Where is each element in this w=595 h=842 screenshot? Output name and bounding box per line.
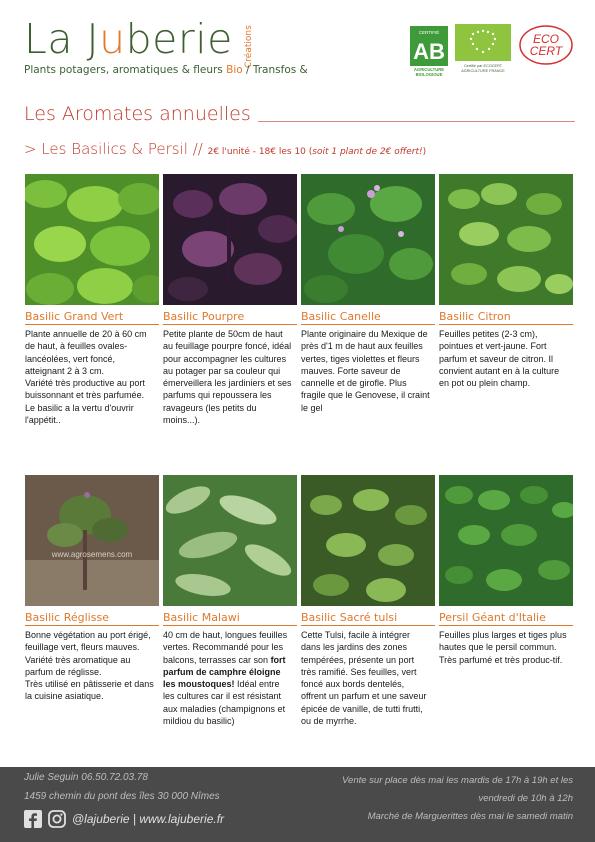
- tagline-bio: Bio: [226, 64, 243, 76]
- brand-part3: berie: [125, 15, 233, 63]
- ab-cert-sub1: AGRICULTURE: [413, 67, 445, 72]
- plant-desc-5-p3: Très utilisé en pâtisserie et dans la cuisine asiatique.: [25, 679, 154, 702]
- photo-basilic-canelle: [301, 174, 435, 305]
- plant-desc-6-after: Idéal entre les cultures car il est résistant aux maladies (champignons et mildiou du basilic): [163, 679, 286, 727]
- brand-tagline: [24, 64, 308, 76]
- plant-desc-8-p2: Très parfumé et très produc-tif.: [439, 654, 563, 665]
- section-divider: [258, 121, 575, 122]
- plant-name-2: Basilic Pourpre: [163, 310, 297, 325]
- facebook-icon[interactable]: [24, 810, 42, 828]
- sales-hours-line2: vendredi de 10h à 12h: [478, 793, 573, 804]
- plant-name-8: Persil Géant d'Italie: [439, 611, 573, 626]
- photo-basilic-reglisse: [25, 475, 159, 606]
- plant-desc-2: [163, 328, 293, 426]
- price-text: 2€ l'unité - 18€ les 10 (: [207, 147, 313, 157]
- tagline-part2: / Transfos &: [242, 64, 308, 76]
- photo-basilic-malawi: [163, 475, 297, 606]
- plant-name-3: Basilic Canelle: [301, 310, 435, 325]
- plant-desc-3-p1: Plante originaire du Mexique de près d'1 m de haut aux feuilles vertes, tiges violettes et fleurs mauves. Forte saveur de cannelle et de girofle. Plus fragile que le Genovese, il craint le gel: [301, 329, 430, 413]
- plant-desc-1-p1: Plante annuelle de 20 à 60 cm de haut, à feuilles ovales-lancéolées, vert foncé, atteignant 2 à 3 cm.: [25, 329, 147, 376]
- instagram-icon[interactable]: [48, 810, 66, 828]
- plant-desc-5-p2: Variété très aromatique au parfum de réglisse.: [25, 654, 131, 677]
- plant-desc-8: [439, 629, 569, 666]
- photo-basilic-sacre-tulsi: [301, 475, 435, 606]
- plant-desc-5-p1: Bonne végétation au port érigé, feuillage vert, fleurs mauves.: [25, 630, 151, 653]
- plant-name-7: Basilic Sacré tulsi: [301, 611, 435, 626]
- plant-desc-8-p1: Feuilles plus larges et tiges plus hautes que le persil commun.: [439, 630, 567, 653]
- brand-side-text: Créations: [244, 25, 254, 68]
- plant-desc-6-p1: [163, 629, 293, 727]
- ecocert-line1: ECO: [532, 32, 560, 46]
- contact-address: 1459 chemin du pont des îles 30 000 Nîmes: [24, 791, 220, 802]
- plant-name-1: Basilic Grand Vert: [25, 310, 159, 325]
- market-info: Marché de Marguerittes dès mai le samedi matin: [367, 811, 573, 822]
- plant-desc-4-p1: Feuilles petites (2-3 cm), pointues et vert-jaune. Fort parfum et saveur de citron. Il convient autant en à la culture en pot ou plein champ.: [439, 329, 560, 389]
- price-info: [208, 147, 427, 157]
- photo-basilic-citron: [439, 174, 573, 305]
- social-handle-website[interactable]: @lajuberie | www.lajuberie.fr: [72, 812, 225, 826]
- subtitle-text: > Les Basilics & Persil //: [24, 140, 203, 158]
- ecocert-badge: [518, 24, 574, 66]
- ab-cert-top: CERTIFIÉ: [418, 30, 440, 35]
- brand-part2: u: [99, 15, 126, 63]
- plant-desc-1-p2: Variété très productive au port buissonnant et très parfumée. Le basilic a la vertu d'ouvrir l'appétit..: [25, 378, 145, 426]
- section-subtitle: [24, 140, 426, 158]
- ab-certification-badge: [410, 26, 448, 76]
- plant-desc-4: [439, 328, 569, 389]
- eu-cert-text2: AGRICULTURE FRANCE: [461, 69, 505, 73]
- header: [0, 0, 595, 95]
- price-offer: soit 1 plant de 2€ offert!: [312, 147, 423, 157]
- brand-logo: [24, 14, 233, 64]
- plant-desc-2-p1: Petite plante de 50cm de haut au feuillage pourpre foncé, idéal pour accompagner les cultures au potager par sa couleur qui émerveillera les jardiniers et ses parfums qui repoussera les ravageurs (les petits du moins...).: [163, 329, 292, 426]
- eu-cert-text1: Certifié par ECOCERT: [463, 64, 503, 68]
- photo-watermark: www.agrosemens.com: [51, 550, 133, 559]
- social-links: [24, 809, 224, 829]
- photo-persil-geant: [439, 475, 573, 606]
- plant-desc-7-p1: Cette Tulsi, facile à intégrer dans les jardins des zones tempérées, présente un port très ramifié. Ses feuilles, vert foncé aux bords dentelés, offrent un parfum et une saveur épicée de vanille, de tutti frutti, ou de myrrhe.: [301, 630, 427, 727]
- photo-basilic-grand-vert: [25, 174, 159, 305]
- eu-organic-badge: [455, 24, 511, 74]
- plant-desc-7: [301, 629, 431, 727]
- brand-part1: La J: [24, 15, 100, 63]
- ab-cert-label: AB: [413, 39, 445, 64]
- sales-hours-line1: Vente sur place dès mai les mardis de 17h à 19h et les: [342, 775, 573, 786]
- plant-desc-5: [25, 629, 155, 703]
- plant-name-4: Basilic Citron: [439, 310, 573, 325]
- plant-desc-6-before: 40 cm de haut, longues feuilles vertes. Recommandé pour les balcons, terrasses car son: [163, 630, 288, 665]
- plant-desc-6: [163, 629, 293, 727]
- photo-basilic-pourpre: [163, 174, 297, 305]
- price-close: ): [422, 147, 427, 157]
- plant-desc-1: [25, 328, 155, 426]
- plant-desc-3: [301, 328, 431, 414]
- plant-name-5: Basilic Réglisse: [25, 611, 159, 626]
- plant-desc-6-bold: fort parfum de camphre éloigne les moustoques!: [163, 654, 286, 690]
- footer: [0, 767, 595, 842]
- contact-name-phone: Julie Seguin 06.50.72.03.78: [24, 772, 148, 783]
- tagline-part1: Plants potagers, aromatiques & fleurs: [24, 64, 227, 76]
- ab-cert-sub2: BIOLOGIQUE: [415, 72, 443, 76]
- ecocert-line2: CERT: [529, 44, 563, 58]
- section-title: Les Aromates annuelles: [24, 103, 251, 125]
- plant-name-6: Basilic Malawi: [163, 611, 297, 626]
